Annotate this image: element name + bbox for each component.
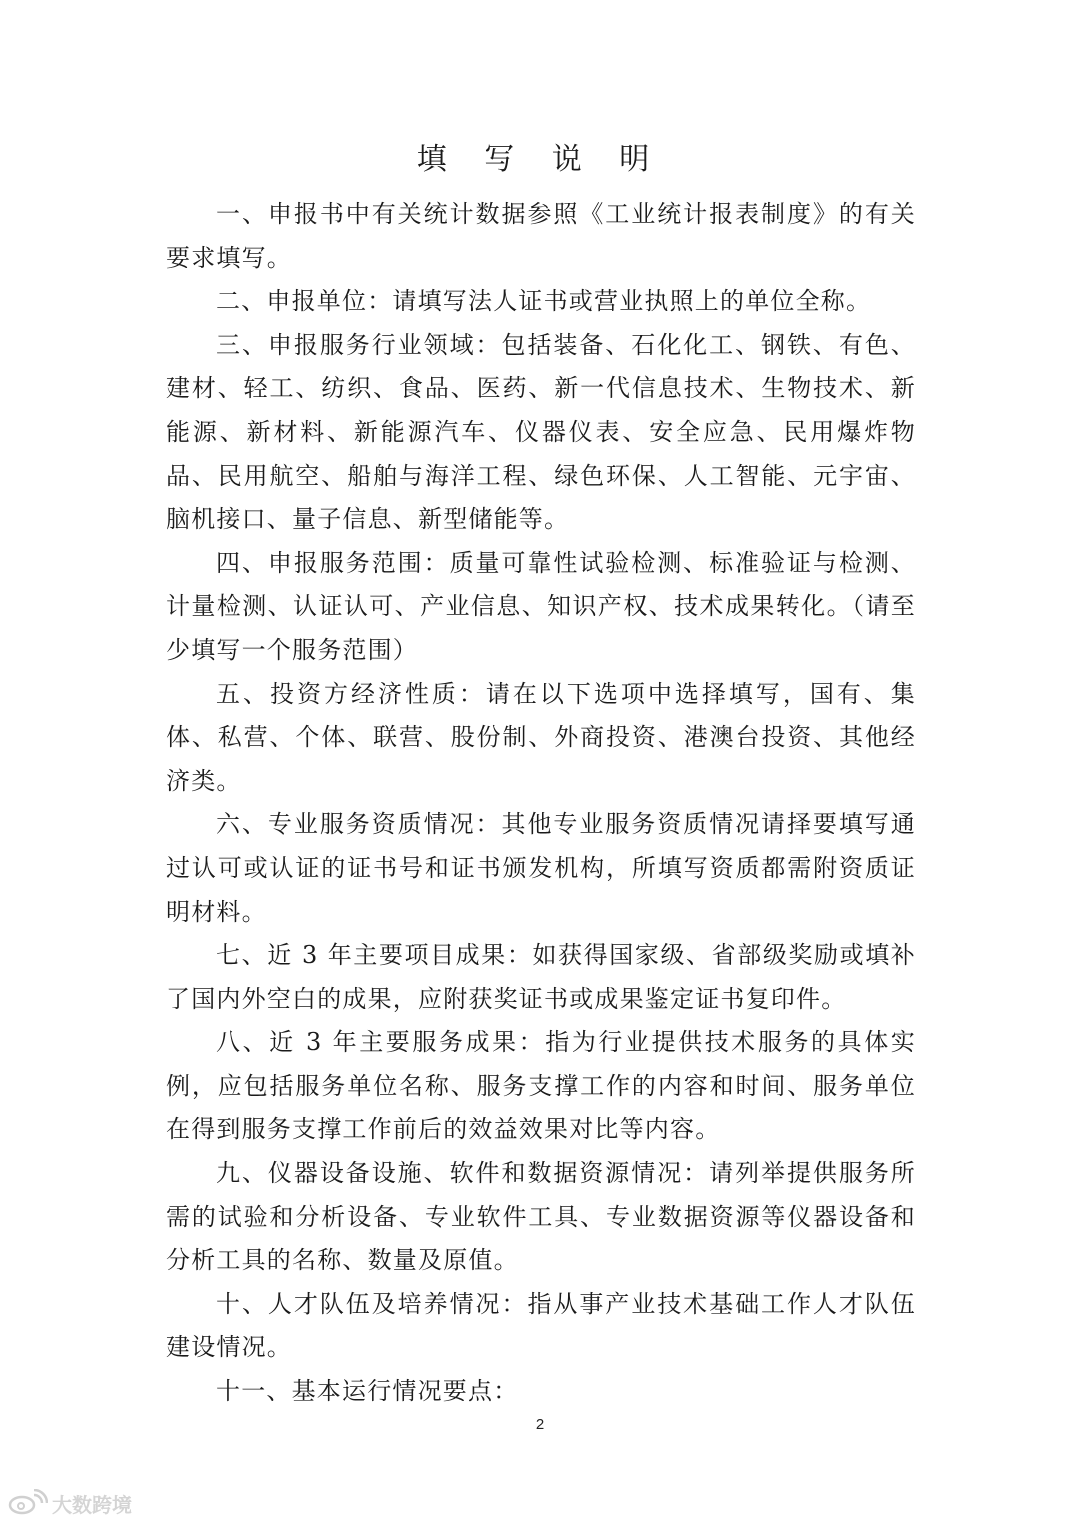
paragraph-3: 三、申报服务行业领域：包括装备、石化化工、钢铁、有色、建材、轻工、纺织、食品、医药、新一代信息技术、生物技术、新能源、新材料、新能源汽车、仪器仪表、安全应急、民用爆炸物品、民用航空、船舶与海洋工程、绿色环保、人工智能、元宇宙、脑机接口、量子信息、新型储能等。	[166, 330, 916, 534]
paragraph-6: 六、专业服务资质情况：其他专业服务资质情况请择要填写通过认可或认证的证书号和证书颁发机构，所填写资质都需附资质证明材料。	[166, 810, 916, 926]
page-number: 2	[535, 1416, 545, 1433]
weibo-logo-icon	[8, 1489, 48, 1517]
paragraph-8: 八、近 3 年主要服务成果：指为行业提供技术服务的具体实例，应包括服务单位名称、服务支撑工作的内容和时间、服务单位在得到服务支撑工作前后的效益效果对比等内容。	[166, 1028, 916, 1144]
document-title: 填 写 说 明	[416, 142, 664, 177]
paragraph-10: 十、人才队伍及培养情况：指从事产业技术基础工作人才队伍建设情况。	[166, 1289, 916, 1362]
paragraph-1: 一、申报书中有关统计数据参照《工业统计报表制度》的有关要求填写。	[166, 200, 916, 272]
paragraph-11: 十一、基本运行情况要点：	[216, 1377, 519, 1406]
paragraph-7: 七、近 3 年主要项目成果：如获得国家级、省部级奖励或填补了国内外空白的成果，应附获奖证书或成果鉴定证书复印件。	[166, 941, 916, 1013]
paragraph-9: 九、仪器设备设施、软件和数据资源情况：请列举提供服务所需的试验和分析设备、专业软件工具、专业数据资源等仪器设备和分析工具的名称、数量及原值。	[166, 1159, 916, 1275]
paragraph-4: 四、申报服务范围：质量可靠性试验检测、标准验证与检测、计量检测、认证认可、产业信息、知识产权、技术成果转化。（请至少填写一个服务范围）	[166, 548, 916, 664]
document-body	[166, 193, 916, 1414]
paragraph-2: 二、申报单位：请填写法人证书或营业执照上的单位全称。	[216, 287, 872, 316]
watermark-text: 大数跨境	[52, 1492, 132, 1517]
watermark	[8, 1488, 132, 1518]
paragraph-5: 五、投资方经济性质：请在以下选项中选择填写，国有、集体、私营、个体、联营、股份制、外商投资、港澳台投资、其他经济类。	[166, 679, 916, 795]
